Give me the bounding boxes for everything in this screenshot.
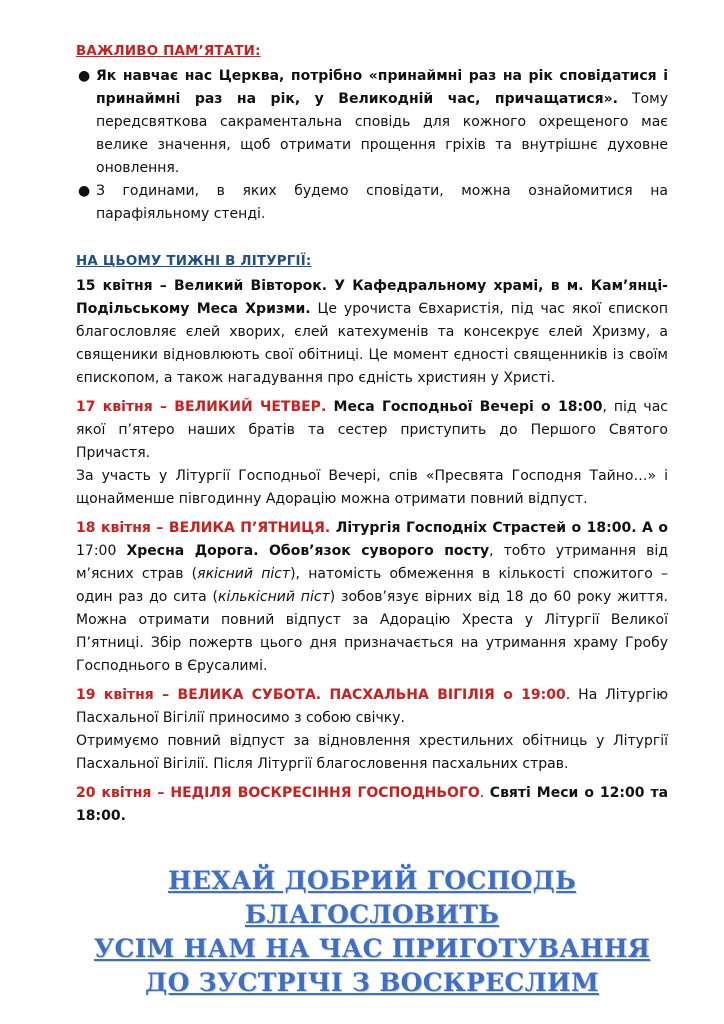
saturday-text: . На Літургію Пасхальної Вігілії приносимо з собою свічку. bbox=[76, 687, 669, 726]
thursday-entry bbox=[76, 396, 668, 511]
friday-quality-fast: якісний піст bbox=[197, 566, 291, 582]
saturday-title: 19 квітня – ВЕЛИКА СУБОТА. ПАСХАЛЬНА ВІГІЛІЯ о 19:00 bbox=[76, 687, 566, 703]
tuesday-entry bbox=[76, 275, 668, 390]
thursday-indulgence: За участь у Літургії Господньої Вечері, спів «Пресвята Господня Тайно…» і щонайменше півгодинну Адорацію можна отримати повний відпуст. bbox=[76, 468, 668, 507]
friday-time: 17:00 bbox=[76, 543, 127, 559]
sunday-separator: . bbox=[479, 785, 490, 801]
saturday-indulgence: Отримуємо повний відпуст за відновлення хрестильних обітниць у Літургії Пасхальної Вігілії. Після Літургії благословення пасхальних страв. bbox=[76, 733, 668, 772]
friday-way-of-cross: Хресна Дорога. Обов’язок суворого посту bbox=[126, 543, 490, 559]
closing-line-1: НЕХАЙ ДОБРИЙ ГОСПОДЬ БЛАГОСЛОВИТЬ bbox=[167, 866, 577, 929]
bullet-icon: ● bbox=[78, 183, 91, 199]
thursday-title: 17 квітня – ВЕЛИКИЙ ЧЕТВЕР. bbox=[76, 399, 327, 415]
tuesday-text: Це урочиста Євхаристія, під час якої єпископ благословляє єлей хворих, єлей катехуменів та консекрує єлей Хризму, а священики відновлюють свої обітниці. Це момент єдності священників із своїм єпископом, а також нагадування про єдність християн у Христі. bbox=[76, 301, 668, 386]
sunday-title: 20 квітня – НЕДІЛЯ ВОСКРЕСІННЯ ГОСПОДНЬОГО bbox=[76, 785, 480, 801]
sunday-entry bbox=[76, 782, 668, 828]
closing-line-3: ДО ЗУСТРІЧІ З ВОСКРЕСЛИМ bbox=[145, 968, 599, 997]
closing-line-2: УСІМ НАМ НА ЧАС ПРИГОТУВАННЯ bbox=[93, 934, 651, 963]
confession-hours-text: З годинами, в яких будемо сповідати, можна ознайомитися на парафіяльному стенді. bbox=[96, 183, 668, 222]
friday-liturgy: Літургія Господніх Страстей о 18:00. А о bbox=[330, 520, 668, 536]
bullet-icon: ● bbox=[78, 68, 91, 84]
friday-quantity-fast: кількісний піст bbox=[218, 589, 330, 605]
liturgy-heading: НА ЦЬОМУ ТИЖНІ В ЛІТУРГІЇ: bbox=[76, 254, 312, 269]
confession-text: Тому передсвяткова сакраментальна сповідь для кожного охрещеного має велике значення, щоб отримати прощення гріхів та внутрішнє духовне оновлення. bbox=[96, 91, 668, 176]
church-teaching-quote: Як навчає нас Церква, потрібно «принаймні раз на рік сповідатися і принаймні раз на рік, у Великодній час, причащатися». bbox=[96, 68, 668, 107]
closing-blessing bbox=[76, 864, 668, 1000]
friday-text-2: ), натомість обмеження в кількості спожитого – один раз до сита ( bbox=[76, 566, 668, 605]
friday-title: 18 квітня – ВЕЛИКА П’ЯТНИЦЯ. bbox=[76, 520, 331, 536]
thursday-mass: Меса Господньої Вечері о 18:00 bbox=[326, 399, 603, 415]
saturday-entry bbox=[76, 684, 668, 776]
list-item bbox=[76, 65, 668, 180]
friday-text-1: , тобто утримання від м’ясних страв ( bbox=[76, 543, 668, 582]
sunday-masses: Святі Меси о 12:00 та 18:00. bbox=[76, 785, 669, 824]
important-heading: ВАЖЛИВО ПАМ’ЯТАТИ: bbox=[76, 44, 261, 59]
friday-entry bbox=[76, 517, 668, 678]
tuesday-title: 15 квітня – Великий Вівторок. У Кафедральному храмі, в м. Кам’янці-Подільському Меса Хризми. bbox=[76, 278, 668, 317]
thursday-text: , під час якої п’ятеро наших братів та сестер приступить до Першого Святого Причастя. bbox=[76, 399, 668, 461]
important-list bbox=[76, 65, 668, 226]
friday-text-3: ) зобов’язує вірних від 18 до 60 року життя. Можна отримати повний відпуст за Адорацію Хреста у Літургії Великої П’ятниці. Збір пожертв цього дня призначається на утримання храму Гробу Господнього в Єрусалимі. bbox=[76, 589, 668, 674]
list-item bbox=[76, 180, 668, 226]
